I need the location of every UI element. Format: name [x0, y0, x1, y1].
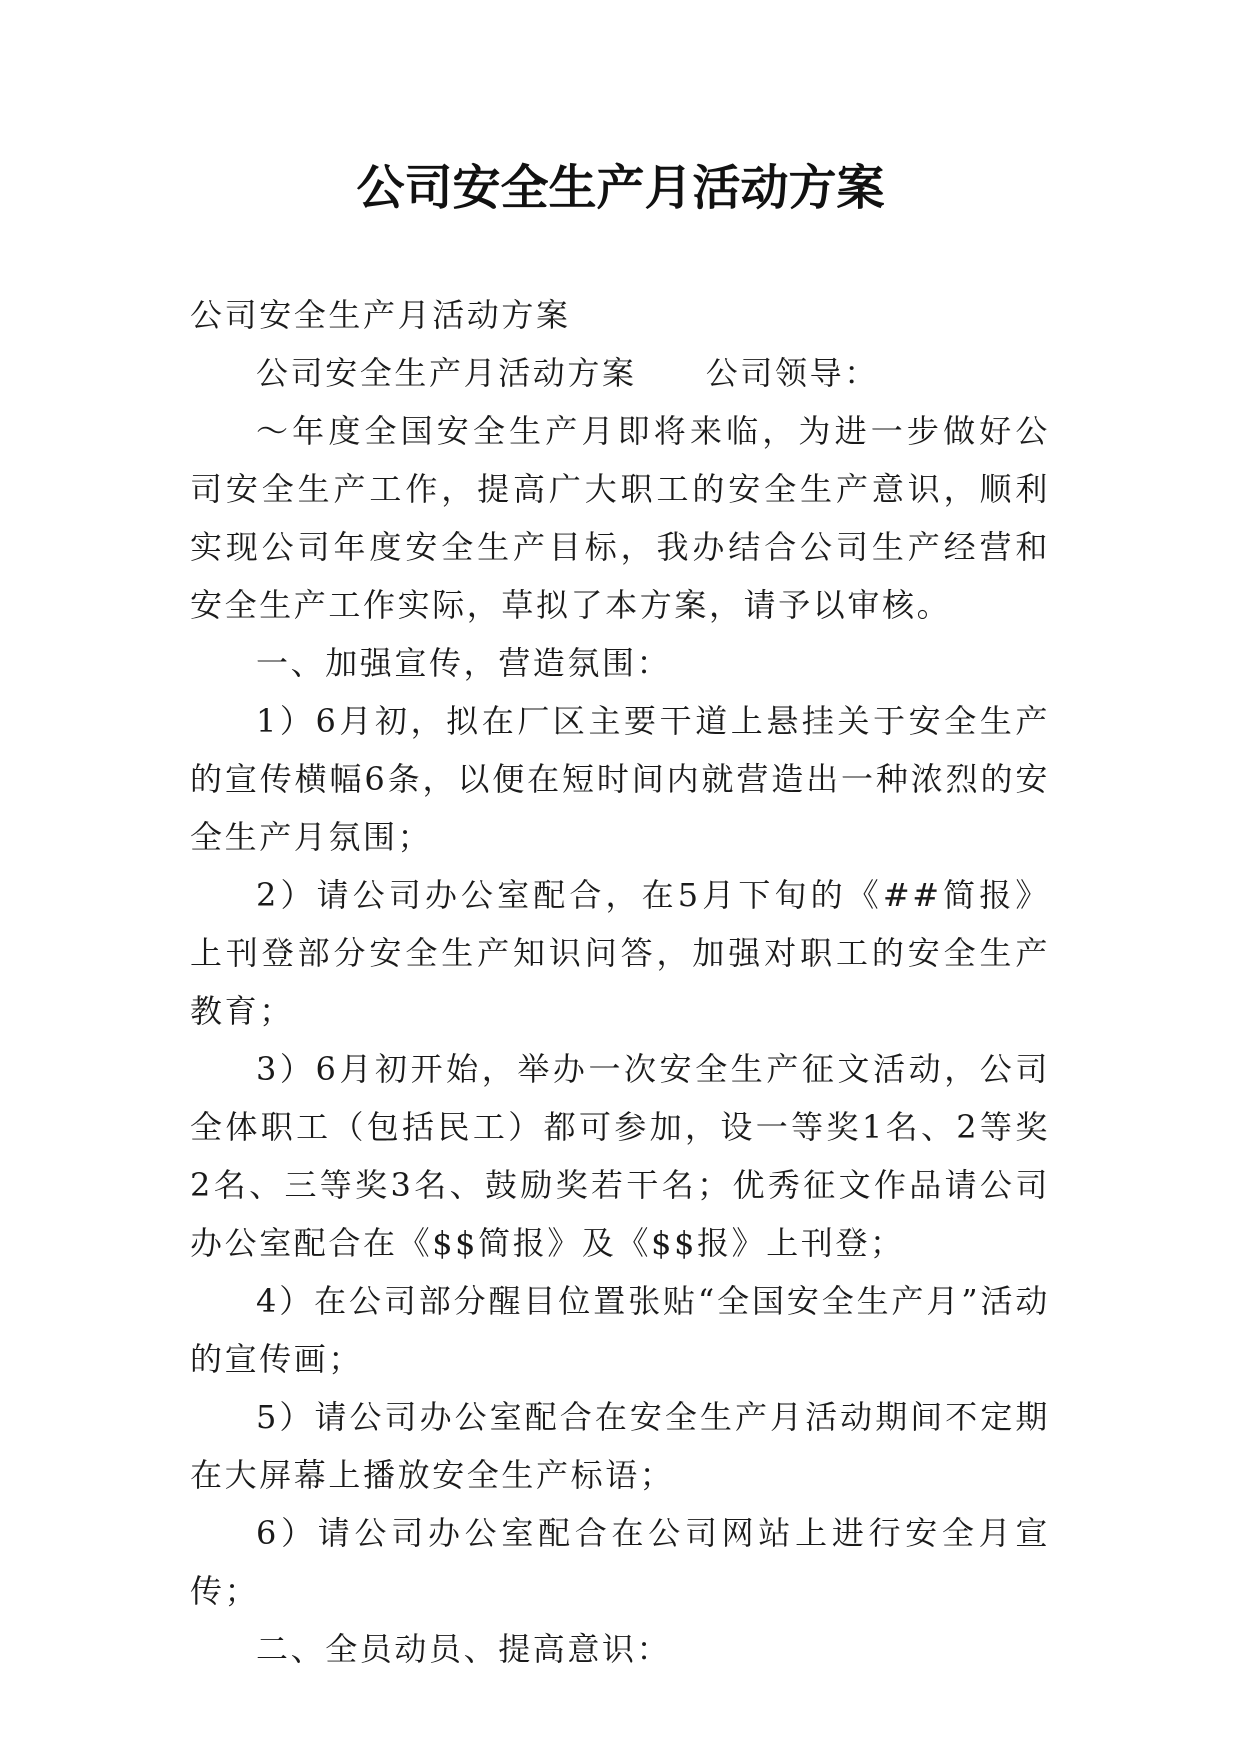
paragraph: 一、加强宣传，营造氛围：: [256, 644, 672, 682]
paragraph: 5）请公司办公室配合在安全生产月活动期间不定期在大屏幕上播放安全生产标语；: [190, 1398, 1050, 1494]
paragraph: 公司安全生产月活动方案: [190, 296, 571, 334]
paragraph: 二、全员动员、提高意识：: [256, 1630, 672, 1668]
paragraph: 4）在公司部分醒目位置张贴“全国安全生产月”活动的宣传画；: [190, 1282, 1050, 1378]
document-body: [190, 286, 1050, 1678]
paragraph: 3）6月初开始，举办一次安全生产征文活动，公司全体职工（包括民工）都可参加，设一等奖1名、2等奖2名、三等奖3名、鼓励奖若干名；优秀征文作品请公司办公室配合在《$$简报》及《$$报》上刊登；: [190, 1050, 1050, 1262]
paragraph: 6）请公司办公室配合在公司网站上进行安全月宣传；: [190, 1514, 1050, 1610]
paragraph: 1）6月初，拟在厂区主要干道上悬挂关于安全生产的宣传横幅6条，以便在短时间内就营造出一种浓烈的安全生产月氛围；: [190, 702, 1050, 856]
paragraph: 公司安全生产月活动方案 公司领导：: [256, 354, 879, 392]
document-title: 公司安全生产月活动方案: [356, 160, 885, 216]
paragraph: ～年度全国安全生产月即将来临，为进一步做好公司安全生产工作，提高广大职工的安全生产意识，顺利实现公司年度安全生产目标，我办结合公司生产经营和安全生产工作实际，草拟了本方案，请予以审核。: [190, 412, 1050, 624]
paragraph: 2）请公司办公室配合，在5月下旬的《##简报》上刊登部分安全生产知识问答，加强对职工的安全生产教育；: [190, 876, 1050, 1030]
